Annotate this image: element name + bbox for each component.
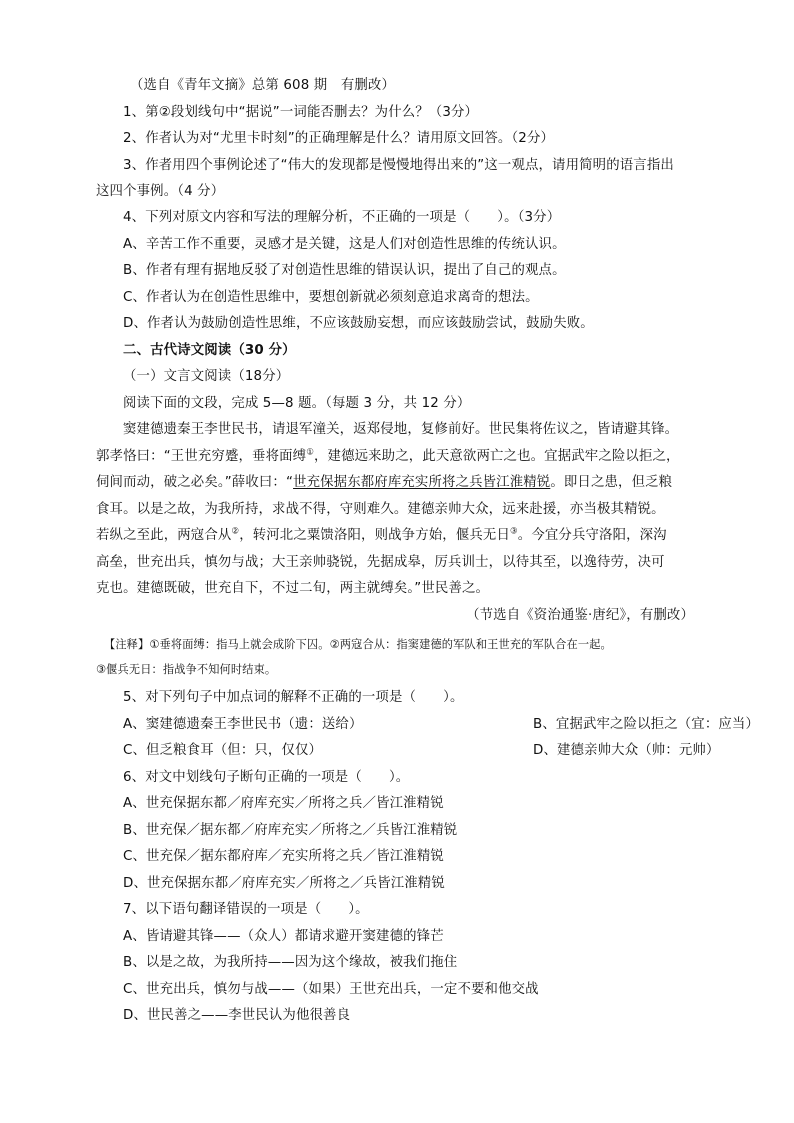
question-7-option-d: D、世民善之——李世民认为他很善良 (123, 1008, 351, 1023)
question-7: 7、以下语句翻译错误的一项是（ ）。 (123, 902, 369, 917)
footnote-marker: ① (306, 447, 314, 458)
passage-line: 高垒，世充出兵，慎勿与战；大王亲帅骁锐，先据成皋，厉兵训士，以待其至，以逸待劳，决可 (96, 555, 665, 570)
question-5-options-row (123, 716, 759, 734)
question-7-option-c: C、世充出兵，慎勿与战——（如果）王世充出兵，一定不要和他交战 (123, 982, 539, 997)
question-7-option-a: A、皆请避其锋——（众人）都请求避开窦建德的锋芒 (123, 929, 444, 944)
question-6-option-d: D、世充保据东都／府库充实／所将之／兵皆江淮精锐 (123, 876, 445, 891)
passage-line: 食耳。以是之故，为我所持，求战不得，守则难久。建德亲帅大众，远来赴援，亦当极其精锐。 (96, 502, 665, 517)
question-5-option-a: A、窦建德遗秦王李世民书（遗：送给） (123, 717, 363, 732)
question-6-option-c: C、世充保／据东都府库／充实所将之兵／皆江淮精锐 (123, 849, 444, 864)
footnote-marker: ② (231, 526, 240, 537)
reading-instruction: 阅读下面的文段，完成 5—8 题。（每题 3 分，共 12 分） (123, 396, 471, 411)
passage-text: 若纵之至此，两寇合从 (96, 528, 232, 543)
passage-text: 。即日之患，但乏粮 (550, 475, 673, 490)
passage-line: 窦建德遗秦王李世民书，请退军潼关，返郑侵地，复修前好。世民集将佐议之，皆请避其锋。 (123, 422, 679, 437)
passage-line (96, 448, 706, 466)
question-5-options-row (123, 742, 733, 760)
question-4: 4、下列对原文内容和写法的理解分析，不正确的一项是（ ）。（3分） (123, 210, 561, 225)
underlined-sentence: 世充保据东都府库充实所将之兵皆江淮精锐 (293, 475, 551, 490)
question-4-option-b: B、作者有理有据地反驳了对创造性思维的错误认识，提出了自己的观点。 (123, 263, 566, 278)
sub-section-heading: （一）文言文阅读（18分） (123, 369, 290, 384)
question-4-option-c: C、作者认为在创造性思维中，要想创新就必须刻意追求离奇的想法。 (123, 290, 539, 305)
question-5-option-b: B、宜据武牢之险以拒之（宜：应当） (533, 717, 759, 732)
question-5: 5、对下列句子中加点词的解释不正确的一项是（ ）。 (123, 690, 464, 705)
question-3-line-2: 这四个事例。（4 分） (96, 184, 225, 199)
source-note: （选自《青年文摘》总第 608 期 有删改） (130, 78, 396, 93)
passage-text: ，建德远来助之，此天意欲两亡之也。宜据武牢之险以拒之， (313, 449, 680, 464)
notes-line-2: ③偃兵无日：指战争不知何时结束。 (96, 663, 277, 676)
section-heading: 二、古代诗文阅读（30 分） (123, 343, 296, 358)
question-3-line-1: 3、作者用四个事例论述了“伟大的发现都是慢慢地得出来的”这一观点，请用简明的语言指出 (123, 158, 674, 173)
question-6-option-b: B、世充保／据东都／府库充实／所将之／兵皆江淮精锐 (123, 823, 458, 838)
passage-line (96, 474, 706, 492)
question-7-option-b: B、以是之故，为我所持——因为这个缘故，被我们拖住 (123, 955, 458, 970)
passage-line (96, 527, 706, 545)
notes-line-1: 【注释】①垂将面缚：指马上就会成阶下囚。②两寇合从：指窦建德的军队和王世充的军队合在一起。 (104, 638, 612, 651)
question-1: 1、第②段划线句中“据说”一词能否删去？为什么？（3分） (123, 105, 479, 120)
passage-source: （节选自《资治通鉴·唐纪》，有删改） (466, 608, 694, 623)
passage-line: 克也。建德既破，世充自下，不过二旬，两主就缚矣。”世民善之。 (96, 581, 490, 596)
question-2: 2、作者认为对“尤里卡时刻”的正确理解是什么？请用原文回答。（2分） (123, 131, 555, 146)
question-4-option-d: D、作者认为鼓励创造性思维，不应该鼓励妄想，而应该鼓励尝试，鼓励失败。 (123, 316, 594, 331)
footnote-marker: ③ (510, 526, 518, 537)
passage-text: 。今宜分兵守洛阳，深沟 (517, 528, 667, 543)
question-6-option-a: A、世充保据东都／府库充实／所将之兵／皆江淮精锐 (123, 796, 444, 811)
passage-text: 郭孝恪曰：“王世充穷蹙，垂将面缚 (96, 449, 307, 464)
question-5-option-d: D、建德亲帅大众（帅：元帅） (533, 743, 720, 758)
passage-text: 伺间而动，破之必矣。”薛收曰：“ (96, 475, 294, 490)
passage-text: ，转河北之粟馈洛阳，则战争方始，偃兵无日 (239, 528, 510, 543)
question-5-option-c: C、但乏粮食耳（但：只，仅仅） (123, 743, 323, 758)
question-4-option-a: A、辛苦工作不重要，灵感才是关键，这是人们对创造性思维的传统认识。 (123, 237, 566, 252)
question-6: 6、对文中划线句子断句正确的一项是（ ）。 (123, 770, 410, 785)
